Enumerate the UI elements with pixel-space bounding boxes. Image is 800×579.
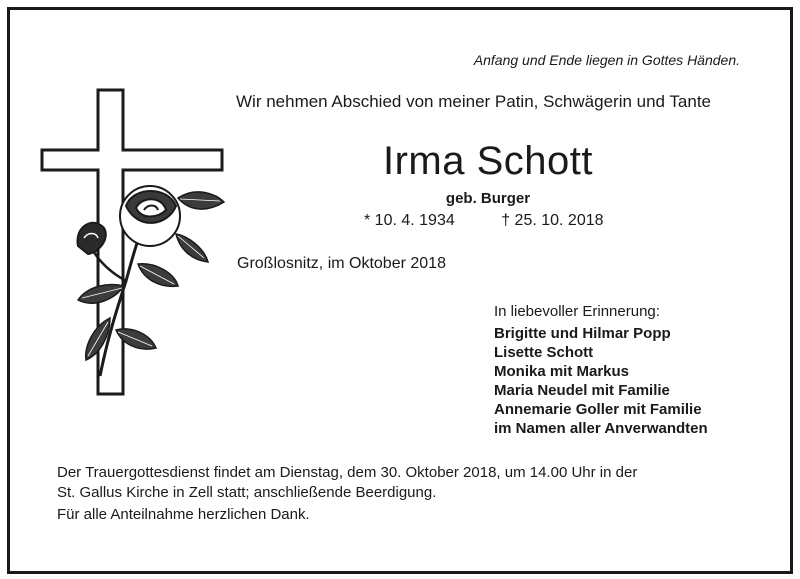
mourner: Maria Neudel mit Familie	[494, 382, 670, 399]
death-date: † 25. 10. 2018	[501, 212, 604, 229]
mourner: Brigitte und Hilmar Popp	[494, 325, 671, 342]
birth-date: * 10. 4. 1934	[364, 212, 455, 229]
place-date: Großlosnitz, im Oktober 2018	[237, 255, 446, 272]
service-line: Der Trauergottesdienst findet am Dienstag, dem 30. Oktober 2018, um 14.00 Uhr in der	[57, 464, 638, 481]
deceased-name: Irma Schott	[382, 139, 593, 183]
mourner: Monika mit Markus	[494, 363, 630, 380]
mourner: im Namen aller Anverwandten	[494, 420, 708, 437]
service-line: St. Gallus Kirche in Zell statt; anschließende Beerdigung.	[57, 484, 437, 501]
intro-text: Wir nehmen Abschied von meiner Patin, Schwägerin und Tante	[236, 92, 712, 111]
mourners-list	[494, 324, 708, 438]
mourner: Lisette Schott	[494, 344, 594, 361]
life-dates	[364, 212, 604, 230]
service-info	[57, 463, 637, 503]
mourner: Annemarie Goller mit Familie	[494, 401, 702, 418]
motto: Anfang und Ende liegen in Gottes Händen.	[473, 52, 740, 68]
cross-with-roses-icon	[38, 86, 228, 406]
thanks-text: Für alle Anteilnahme herzlichen Dank.	[57, 506, 310, 523]
memory-heading: In liebevoller Erinnerung:	[494, 303, 660, 320]
maiden-name: geb. Burger	[445, 190, 531, 207]
